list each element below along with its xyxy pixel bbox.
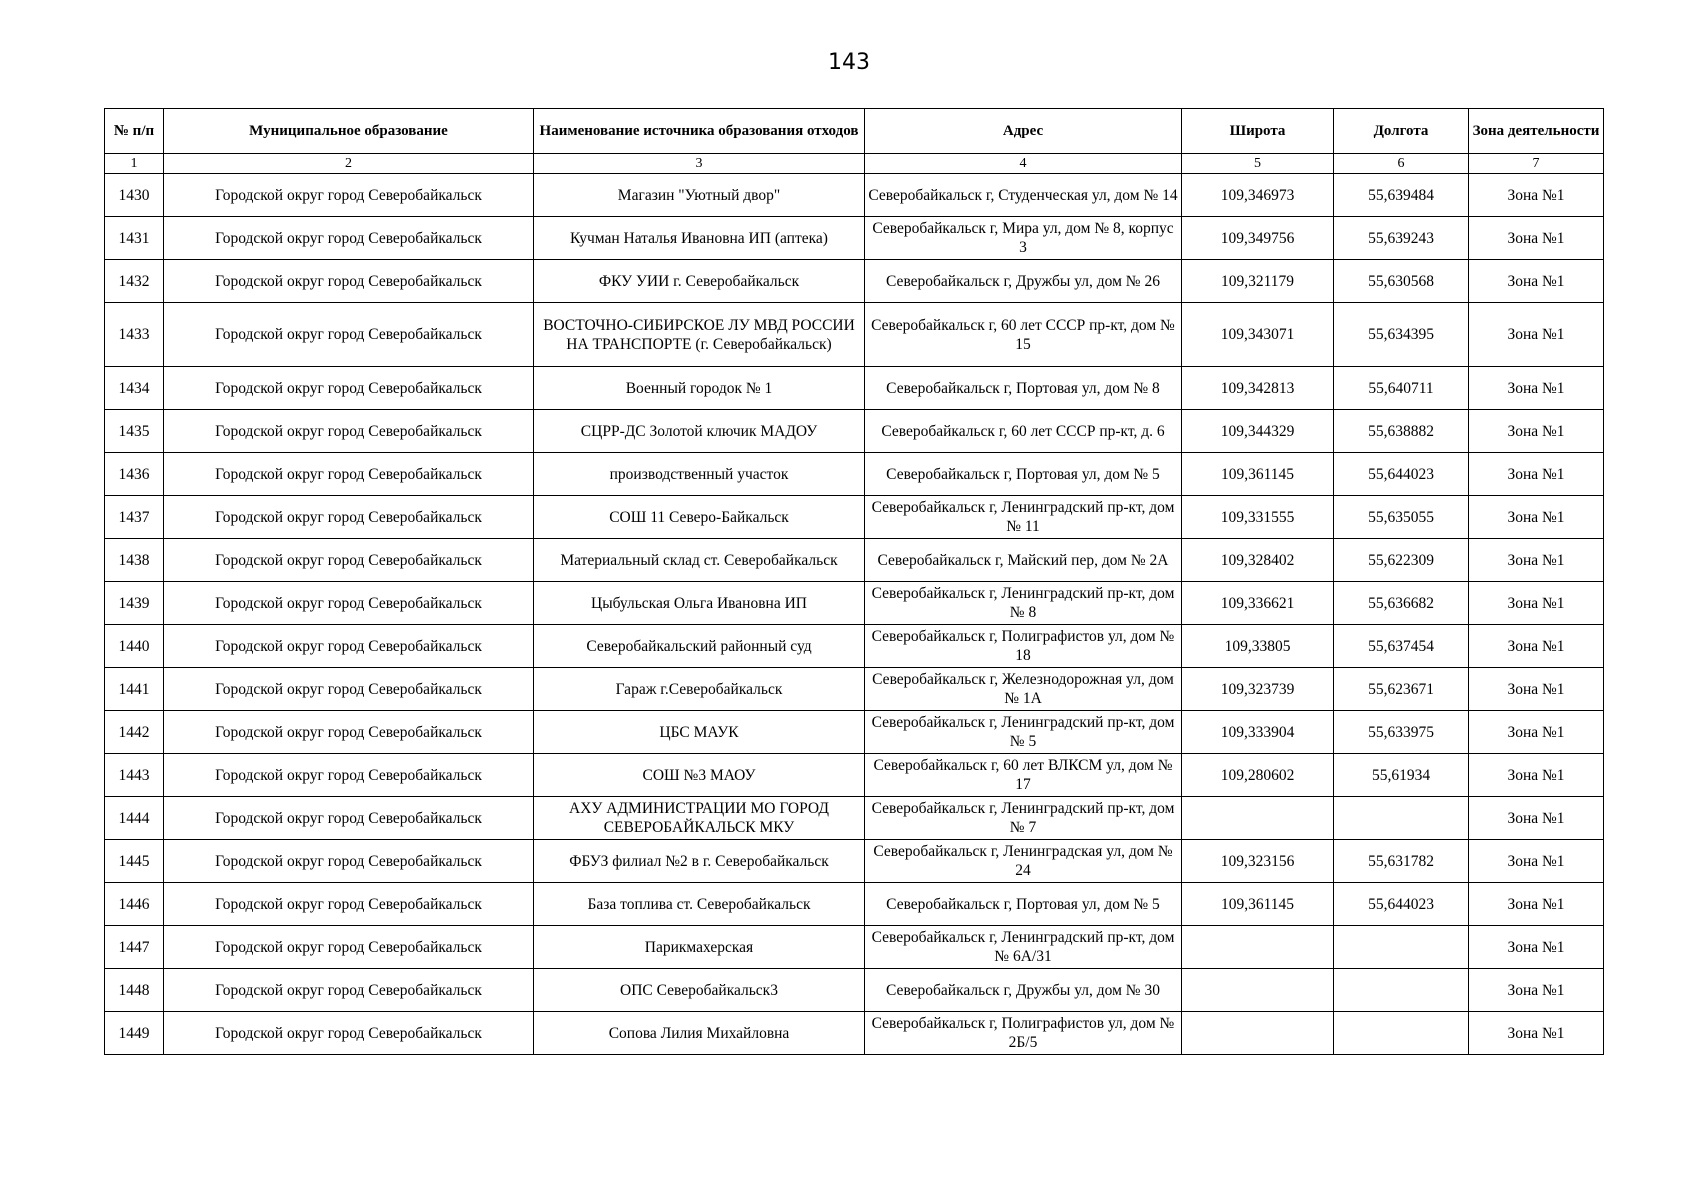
source-name-cell: ВОСТОЧНО-СИБИРСКОЕ ЛУ МВД РОССИИ НА ТРАНСПОРТЕ (г. Северобайкальск) [534,303,865,367]
address-cell: Северобайкальск г, Железнодорожная ул, дом № 1А [865,668,1182,711]
table-row [105,668,1604,711]
longitude-cell: 55,633975 [1334,711,1469,754]
zone-cell: Зона №1 [1469,840,1604,883]
row-number-cell: 1433 [105,303,164,367]
column-number-cell: 4 [865,154,1182,174]
municipality-cell: Городской округ город Северобайкальск [164,410,534,453]
address-cell: Северобайкальск г, Ленинградский пр-кт, дом № 8 [865,582,1182,625]
table-row [105,453,1604,496]
row-number-cell: 1442 [105,711,164,754]
header-row [105,109,1604,154]
source-name-cell: Военный городок № 1 [534,367,865,410]
column-number-cell: 7 [1469,154,1604,174]
latitude-cell: 109,346973 [1182,174,1334,217]
table-row [105,260,1604,303]
municipality-cell: Городской округ город Северобайкальск [164,711,534,754]
source-name-cell: ФКУ УИИ г. Северобайкальск [534,260,865,303]
latitude-cell: 109,323156 [1182,840,1334,883]
table-row [105,711,1604,754]
row-number-cell: 1431 [105,217,164,260]
source-name-cell: Северобайкальский районный суд [534,625,865,668]
source-name-cell: База топлива ст. Северобайкальск [534,883,865,926]
municipality-cell: Городской округ город Северобайкальск [164,260,534,303]
source-name-cell: ФБУЗ филиал №2 в г. Северобайкальск [534,840,865,883]
table-row [105,883,1604,926]
waste-sources-table [104,108,1604,1055]
source-name-cell: СОШ №3 МАОУ [534,754,865,797]
table-row [105,496,1604,539]
zone-cell: Зона №1 [1469,496,1604,539]
municipality-cell: Городской округ город Северобайкальск [164,625,534,668]
column-number-row [105,154,1604,174]
municipality-cell: Городской округ город Северобайкальск [164,840,534,883]
table-body [105,174,1604,1055]
row-number-cell: 1443 [105,754,164,797]
table-row [105,926,1604,969]
zone-cell: Зона №1 [1469,217,1604,260]
longitude-cell: 55,639243 [1334,217,1469,260]
latitude-cell: 109,361145 [1182,453,1334,496]
longitude-cell: 55,644023 [1334,453,1469,496]
longitude-cell [1334,1012,1469,1055]
table-row [105,217,1604,260]
source-name-cell: Магазин "Уютный двор" [534,174,865,217]
longitude-cell: 55,639484 [1334,174,1469,217]
zone-cell: Зона №1 [1469,883,1604,926]
latitude-cell: 109,33805 [1182,625,1334,668]
longitude-cell: 55,635055 [1334,496,1469,539]
latitude-cell: 109,331555 [1182,496,1334,539]
latitude-cell [1182,926,1334,969]
row-number-cell: 1445 [105,840,164,883]
table-row [105,303,1604,367]
municipality-cell: Городской округ город Северобайкальск [164,582,534,625]
source-name-cell: Материальный склад ст. Северобайкальск [534,539,865,582]
municipality-cell: Городской округ город Северобайкальск [164,926,534,969]
longitude-cell: 55,622309 [1334,539,1469,582]
table-row [105,797,1604,840]
header-cell-municipality: Муниципальное образование [164,109,534,154]
longitude-cell: 55,631782 [1334,840,1469,883]
latitude-cell: 109,333904 [1182,711,1334,754]
row-number-cell: 1430 [105,174,164,217]
latitude-cell: 109,321179 [1182,260,1334,303]
address-cell: Северобайкальск г, Полиграфистов ул, дом № 18 [865,625,1182,668]
municipality-cell: Городской округ город Северобайкальск [164,539,534,582]
source-name-cell: ОПС Северобайкальск3 [534,969,865,1012]
source-name-cell: производственный участок [534,453,865,496]
row-number-cell: 1439 [105,582,164,625]
address-cell: Северобайкальск г, Полиграфистов ул, дом № 2Б/5 [865,1012,1182,1055]
address-cell: Северобайкальск г, Ленинградская ул, дом № 24 [865,840,1182,883]
table-row [105,582,1604,625]
column-number-cell: 2 [164,154,534,174]
municipality-cell: Городской округ город Северобайкальск [164,303,534,367]
row-number-cell: 1447 [105,926,164,969]
column-number-cell: 1 [105,154,164,174]
longitude-cell [1334,926,1469,969]
row-number-cell: 1446 [105,883,164,926]
municipality-cell: Городской округ город Северобайкальск [164,174,534,217]
latitude-cell: 109,328402 [1182,539,1334,582]
table-row [105,539,1604,582]
longitude-cell: 55,623671 [1334,668,1469,711]
longitude-cell [1334,969,1469,1012]
address-cell: Северобайкальск г, Дружбы ул, дом № 26 [865,260,1182,303]
column-number-cell: 3 [534,154,865,174]
zone-cell: Зона №1 [1469,969,1604,1012]
longitude-cell: 55,630568 [1334,260,1469,303]
source-name-cell: Сопова Лилия Михайловна [534,1012,865,1055]
address-cell: Северобайкальск г, Портовая ул, дом № 5 [865,883,1182,926]
row-number-cell: 1437 [105,496,164,539]
table-row [105,367,1604,410]
address-cell: Северобайкальск г, 60 лет СССР пр-кт, дом № 15 [865,303,1182,367]
longitude-cell: 55,636682 [1334,582,1469,625]
address-cell: Северобайкальск г, Дружбы ул, дом № 30 [865,969,1182,1012]
latitude-cell [1182,969,1334,1012]
address-cell: Северобайкальск г, Ленинградский пр-кт, дом № 11 [865,496,1182,539]
latitude-cell: 109,361145 [1182,883,1334,926]
longitude-cell: 55,61934 [1334,754,1469,797]
zone-cell: Зона №1 [1469,453,1604,496]
municipality-cell: Городской округ город Северобайкальск [164,668,534,711]
address-cell: Северобайкальск г, Ленинградский пр-кт, дом № 5 [865,711,1182,754]
row-number-cell: 1435 [105,410,164,453]
longitude-cell: 55,634395 [1334,303,1469,367]
table-row [105,174,1604,217]
header-cell-source: Наименование источника образования отходов [534,109,865,154]
source-name-cell: СЦРР-ДС Золотой ключик МАДОУ [534,410,865,453]
zone-cell: Зона №1 [1469,260,1604,303]
zone-cell: Зона №1 [1469,1012,1604,1055]
municipality-cell: Городской округ город Северобайкальск [164,367,534,410]
longitude-cell [1334,797,1469,840]
header-cell-address: Адрес [865,109,1182,154]
latitude-cell: 109,336621 [1182,582,1334,625]
latitude-cell: 109,280602 [1182,754,1334,797]
header-cell-longitude: Долгота [1334,109,1469,154]
source-name-cell: ЦБС МАУК [534,711,865,754]
municipality-cell: Городской округ город Северобайкальск [164,1012,534,1055]
row-number-cell: 1444 [105,797,164,840]
latitude-cell: 109,344329 [1182,410,1334,453]
zone-cell: Зона №1 [1469,797,1604,840]
address-cell: Северобайкальск г, Ленинградский пр-кт, дом № 7 [865,797,1182,840]
zone-cell: Зона №1 [1469,754,1604,797]
zone-cell: Зона №1 [1469,367,1604,410]
latitude-cell: 109,349756 [1182,217,1334,260]
header-cell-zone: Зона деятельности [1469,109,1604,154]
latitude-cell: 109,342813 [1182,367,1334,410]
address-cell: Северобайкальск г, 60 лет СССР пр-кт, д. 6 [865,410,1182,453]
municipality-cell: Городской округ город Северобайкальск [164,496,534,539]
latitude-cell [1182,797,1334,840]
address-cell: Северобайкальск г, Студенческая ул, дом № 14 [865,174,1182,217]
header-cell-number: № п/п [105,109,164,154]
zone-cell: Зона №1 [1469,174,1604,217]
address-cell: Северобайкальск г, Майский пер, дом № 2А [865,539,1182,582]
row-number-cell: 1436 [105,453,164,496]
source-name-cell: Кучман Наталья Ивановна ИП (аптека) [534,217,865,260]
table-row [105,754,1604,797]
row-number-cell: 1440 [105,625,164,668]
row-number-cell: 1441 [105,668,164,711]
municipality-cell: Городской округ город Северобайкальск [164,453,534,496]
table-row [105,969,1604,1012]
table-row [105,410,1604,453]
source-name-cell: Парикмахерская [534,926,865,969]
municipality-cell: Городской округ город Северобайкальск [164,969,534,1012]
column-number-cell: 5 [1182,154,1334,174]
row-number-cell: 1438 [105,539,164,582]
municipality-cell: Городской округ город Северобайкальск [164,217,534,260]
row-number-cell: 1449 [105,1012,164,1055]
municipality-cell: Городской округ город Северобайкальск [164,883,534,926]
table-row [105,625,1604,668]
zone-cell: Зона №1 [1469,711,1604,754]
zone-cell: Зона №1 [1469,539,1604,582]
source-name-cell: АХУ АДМИНИСТРАЦИИ МО ГОРОД СЕВЕРОБАЙКАЛЬСК МКУ [534,797,865,840]
source-name-cell: Цыбульская Ольга Ивановна ИП [534,582,865,625]
longitude-cell: 55,638882 [1334,410,1469,453]
address-cell: Северобайкальск г, Ленинградский пр-кт, дом № 6А/31 [865,926,1182,969]
municipality-cell: Городской округ город Северобайкальск [164,797,534,840]
longitude-cell: 55,644023 [1334,883,1469,926]
latitude-cell: 109,323739 [1182,668,1334,711]
table-row [105,1012,1604,1055]
municipality-cell: Городской округ город Северобайкальск [164,754,534,797]
address-cell: Северобайкальск г, 60 лет ВЛКСМ ул, дом № 17 [865,754,1182,797]
latitude-cell [1182,1012,1334,1055]
longitude-cell: 55,640711 [1334,367,1469,410]
zone-cell: Зона №1 [1469,410,1604,453]
row-number-cell: 1434 [105,367,164,410]
zone-cell: Зона №1 [1469,625,1604,668]
zone-cell: Зона №1 [1469,926,1604,969]
address-cell: Северобайкальск г, Мира ул, дом № 8, корпус 3 [865,217,1182,260]
row-number-cell: 1432 [105,260,164,303]
zone-cell: Зона №1 [1469,582,1604,625]
zone-cell: Зона №1 [1469,303,1604,367]
latitude-cell: 109,343071 [1182,303,1334,367]
source-name-cell: СОШ 11 Северо-Байкальск [534,496,865,539]
header-cell-latitude: Широта [1182,109,1334,154]
address-cell: Северобайкальск г, Портовая ул, дом № 8 [865,367,1182,410]
source-name-cell: Гараж г.Северобайкальск [534,668,865,711]
address-cell: Северобайкальск г, Портовая ул, дом № 5 [865,453,1182,496]
row-number-cell: 1448 [105,969,164,1012]
table-row [105,840,1604,883]
page-number: 143 [828,50,870,75]
column-number-cell: 6 [1334,154,1469,174]
zone-cell: Зона №1 [1469,668,1604,711]
longitude-cell: 55,637454 [1334,625,1469,668]
